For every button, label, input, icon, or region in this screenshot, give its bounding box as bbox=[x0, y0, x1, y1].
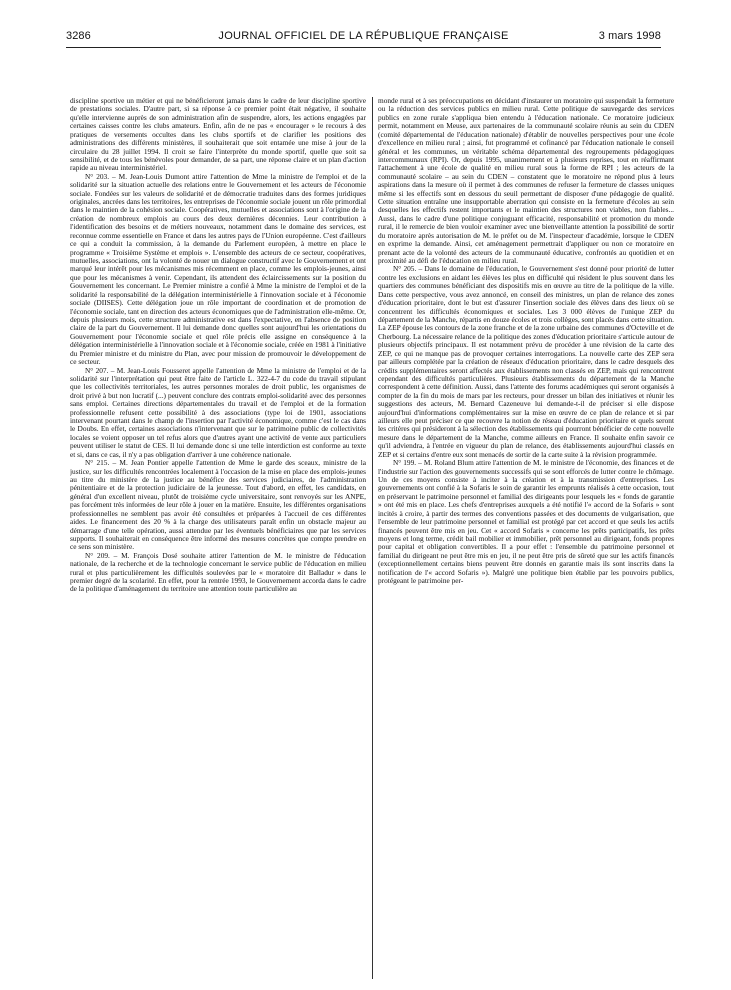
question-text: – M. Roland Blum attire l'attention de M. le ministre de l'économie, des finances et de l'industrie sur l'action des gouvernements successifs qui se sont efforcés de lutter contre le chômage. Un de ces moyens consiste à inciter à la création et à la transmission d'entreprises. Les gouvernements ont confié à la Sofaris le soin de garantir les emprunts réalisés à cette occasion, tout en préservant le patrimoine personnel et familial des dirigeants pour lesquels les « fonds de garantie » ont été mis en place. Les chefs d'entreprises auxquels a été notifié l'« accord de la Sofaris » sont incités à croire, à partir des termes des conventions passées et des documents de vulgarisation, que l'ensemble de leur patrimoine personnel et familial est protégé par cet accord et que seuls les actifs financés peuvent être mis en jeu. Cet « accord Sofaris » concerne les prêts participatifs, les prêts moyens et long terme, crédit bail mobilier et immobilier, prêt personnel au dirigeant, fonds propres pour capital et obligation convertibles. Il a pour effet : l'ensemble du patrimoine personnel et familial du dirigeant ne peut être mis en jeu, il ne peut être pris de sûreté que sur les actifs financés (exceptionnellement certains biens peuvent être donnés en garantie mais ils sont inscrits dans la notification de l'« accord Sofaris »). Malgré une politique bien établie par les pouvoirs publics, protégeant le patrimoine per- bbox=[378, 458, 674, 586]
question-209 bbox=[70, 552, 366, 594]
question-text: – Dans le domaine de l'éducation, le Gouvernement s'est donné pour priorité de lutter contre les exclusions en aidant les élèves les plus en difficulté qui résident le plus souvent dans les quartiers des communes bénéficiant des dispositifs mis en œuvre au titre de la politique de la ville. Dans cette perspective, vous avez annoncé, en conseil des ministres, un plan de relance des zones d'éducation prioritaire, dont le but est d'assurer l'insertion sociale des élèves dans des lieux où se concentrent les difficultés économiques et sociales. Les 3 000 élèves de l'unique ZEP du département de la Manche, répartis en douze écoles et trois collèges, sont placés dans cette situation. La ZEP épouse les contours de la zone franche et de la zone urbaine des communes d'Octeville et de Cherbourg. La nécessaire relance de la politique des zones d'éducation prioritaire s'articule autour de plusieurs objectifs principaux. Il est notamment prévu de procéder à une révision de la carte des ZEP, ce qui ne manque pas de provoquer certaines interrogations. La nouvelle carte des ZEP sera par ailleurs complétée par la création de réseaux d'éducation prioritaire, dans le cadre desquels des crédits supplémentaires seront affectés aux établissements non classés en ZEP, mais qui rencontrent cependant des difficultés particulières. Plusieurs établissements du département de la Manche correspondent à cette définition. Aussi, dans l'attente des forums académiques qui seront organisés à compter de la fin du mois de mars par les recteurs, pour dresser un bilan des initiatives et réunir les suggestions des acteurs, M. Bernard Cazeneuve lui demande-t-il de préciser si elle dispose aujourd'hui d'informations complémentaires sur la mise en œuvre de ce plan de relance et si par ailleurs elle peut préciser ce que recouvre la notion de réseau d'éducation prioritaire et quels seront les critères qui présideront à la sélection des établissements qui pourront bénéficier de cette nouvelle mesure dans le département de la Manche, comme ailleurs en France. Il souhaite enfin savoir ce qu'il adviendra, à l'entrée en vigueur du plan de relance, des établissements aujourd'hui classés en ZEP et si certains d'entre eux sont menacés de sortir de la carte suite à la révision programmée. bbox=[378, 264, 674, 459]
page-header bbox=[66, 30, 661, 48]
column-divider bbox=[372, 97, 373, 979]
question-text: – M. Jean-Louis Fousseret appelle l'attention de Mme la ministre de l'emploi et de la solidarité sur l'interprétation qui peut être faite de l'article L. 322-4-7 du code du travail stipulant que les collectivités territoriales, les autres personnes morales de droit public, les organismes de droit privé à but non lucratif (...) peuvent conclure des contrats emploi-solidarité avec des personnes sans emploi. Certaines directions départementales du travail et de l'emploi et de la formation professionnelle refusent cette possibilité à des associations (type loi de 1901, associations intervenant pourtant dans le champ de l'insertion par l'activité économique, comme c'est le cas dans le Doubs. En effet, certaines associations n'intervenant que sur le patrimoine public de collectivités locales se voient opposer un tel refus alors que d'autres ayant une activité de vente aux particuliers peuvent utiliser le statut de CES. Il lui demande donc si une telle interdiction est conforme au texte et si, dans ce cas, il n'y a pas obligation d'arriver à une cohérence nationale. bbox=[70, 365, 366, 459]
question-number: N° 203. bbox=[85, 171, 110, 181]
question-209-continuation: monde rural et à ses préoccupations en décidant d'instaurer un moratoire qui suspendait la fermeture ou la réduction des services publics en milieu rural. Cette politique de sauvegarde des services publics en zone rurale s'appliqua bien entendu à l'éducation nationale. Ce moratoire judicieux permit, notamment en Meuse, aux partenaires de la communauté scolaire réunis au sein du CDEN (comité départemental de l'éducation nationale) d'établir de nouvelles perspectives pour une école d'excellence en milieu rural ; ainsi, fut programmé et cofinancé par l'éducation nationale le conseil général et les communes, un véritable schéma départemental des regroupements pédagogiques intercommunaux (RPI). Or, depuis 1995, unanimement et à plusieurs reprises, tout en réaffirmant l'attachement à une école de qualité en milieu rural sous la forme de RPI ; les acteurs de la communauté scolaire – au sein du CDEN – constatent que le moratoire ne répond plus à leurs aspirations dans la mesure où il permet à des communes de refuser la fermeture de classes uniques même si les effectifs sont en dessous du seuil permettant de disposer d'une pédagogie de qualité. Cette situation entraîne une insupportable aberration qui consiste en la fermeture d'écoles au sein desquelles les effectifs restent importants et le maintien des structures non viables, non fiables... Aussi, dans le cadre d'une politique conjuguant efficacité, responsabilité et promotion du monde rural, il le remercie de bien vouloir examiner avec une bienveillante attention la possibilité de sortir du moratoire après autorisation de M. le préfet ou de M. l'inspecteur d'académie, lorsque le CDEN en exprime la demande. Ainsi, cet aménagement permettrait d'appliquer ou non ce moratoire en prenant acte de la volonté des acteurs de la communauté éducative, confrontés au quotidien et en proximité au défi de l'éducation en milieu rural. bbox=[378, 97, 674, 266]
question-number: N° 199. bbox=[393, 458, 417, 468]
journal-title: JOURNAL OFFICIEL DE LA RÉPUBLIQUE FRANÇAISE bbox=[218, 30, 509, 42]
header-rule bbox=[66, 47, 661, 48]
question-215 bbox=[70, 459, 366, 552]
question-199 bbox=[378, 459, 674, 585]
page-number: 3286 bbox=[66, 30, 91, 42]
question-number: N° 215. bbox=[85, 458, 110, 468]
question-207 bbox=[70, 367, 366, 460]
question-text: – M. Jean Pontier appelle l'attention de Mme le garde des sceaux, ministre de la justice, sur les difficultés rencontrées localement à l'occasion de la mise en place des emplois-jeunes au titre du ministère de la justice au bénéfice des services judiciaires, de l'administration pénitentiaire et de la protection judiciaire de la jeunesse. Tout d'abord, en effet, les candidats, en général d'un excellent niveau, plutôt de troisième cycle universitaire, sont renvoyés sur les ANPE, pas forcément très informées de leur rôle à jouer en la matière. Ensuite, les différentes organisations professionnelles ne semblent pas avoir été consultées et préparées à l'accueil de ces différentes aides. Le financement des 20 % à la charge des utilisateurs paraît enfin un obstacle majeur au démarrage d'une telle opération, aussi attendue par les éventuels bénéficiaires que par les services supports. Il souhaiterait en conséquence être informé des mesures concrètes que compte prendre en ce sens son ministère. bbox=[70, 458, 366, 552]
question-number: N° 209. bbox=[85, 550, 110, 560]
right-column bbox=[378, 97, 674, 981]
issue-date: 3 mars 1998 bbox=[598, 30, 661, 42]
question-205 bbox=[378, 265, 674, 459]
question-number: N° 205. bbox=[393, 264, 417, 274]
question-continuation: discipline sportive un métier et qui ne bénéficieront jamais dans le cadre de leur discipline sportive de prestations sociales. D'autre part, si sa réponse à ce premier point était négative, il souhaite qu'elle intervienne auprès de son administration afin de suspendre, alors, les actions engagées par certaines caisses contre les clubs amateurs. Enfin, afin de ne pas « encourager » le recours à des pratiques de versements occultes dans les clubs sportifs et de clarifier les positions des administrations des différents ministères, il souhaiterait que soit entamée une mise à jour de la circulaire du 28 juillet 1994. Il croit se faire l'interprète du monde sportif, quelle que soit sa sensibilité, et de tous les bénévoles pour demander, de sa part, une réponse claire et un plan d'action rapide au niveau interministériel. bbox=[70, 97, 366, 173]
left-column bbox=[70, 97, 366, 981]
question-text: – M. François Dosé souhaite attirer l'attention de M. le ministre de l'éducation nationale, de la recherche et de la technologie concernant le service public de l'éducation en milieu rural et plus particulièrement les difficultés soulevées par le « moratoire dit Balladur » dans le premier degré de la scolarité. En effet, pour la rentrée 1993, le Gouvernement accorda dans le cadre de la politique d'aménagement du territoire une attention toute particulière au bbox=[70, 550, 366, 594]
question-number: N° 207. bbox=[85, 365, 109, 375]
question-203 bbox=[70, 173, 366, 367]
question-text: – M. Jean-Louis Dumont attire l'attention de Mme la ministre de l'emploi et de la solidarité sur la situation actuelle des relations entre le Gouvernement et les acteurs de l'économie sociale. Fondées sur les valeurs de solidarité et de démocratie traduites dans des formes juridiques originales, ancrées dans les territoires, les entreprises de l'économie sociale jouent un rôle primordial dans le maintien de la cohésion sociale. Coopératives, mutuelles et associations sont à l'origine de la création de nombreux emplois au cours des deux dernières décennies. Leur contribution à l'identification des besoins et de métiers nouveaux, notamment dans le domaine des services, est reconnue comme essentielle en France et dans les autres pays de l'Union européenne. C'est d'ailleurs ce qui a conduit la commission, à la demande du Parlement européen, à mettre en place le programme « Troisième Système et emplois ». L'ensemble des acteurs de ce secteur, coopératives, mutuelles, associations, ont la volonté de nouer un dialogue constructif avec le Gouvernement et ont marqué leur intérêt pour les mécanismes mis récemment en place, comme les emplois-jeunes, ainsi que pour les mécanismes à venir. Cependant, ils attendent des éclaircissements sur la position du Gouvernement les concernant. Le Premier ministre a confié à Mme la ministre de l'emploi et de la solidarité la responsabilité de la délégation interministérielle à l'innovation sociale et à l'économie sociale (DIISES). Cette délégation joue un rôle important de coordination et de promotion de l'économie sociale, tant en direction des acteurs économiques que de l'administration elle-même. Or, depuis plusieurs mois, cette structure administrative est dans l'expectative, en l'absence de position claire de la part du Gouvernement. Il lui demande donc quelles sont aujourd'hui les orientations du Gouvernement pour l'économie sociale et quel rôle précis elle assigne en conséquence à la délégation interministérielle à l'innovation sociale et à l'économie sociale, créée en 1981 à l'initiative du Premier ministre et du ministre du Plan, avec pour mission de promouvoir le développement de ce secteur. bbox=[70, 171, 366, 367]
